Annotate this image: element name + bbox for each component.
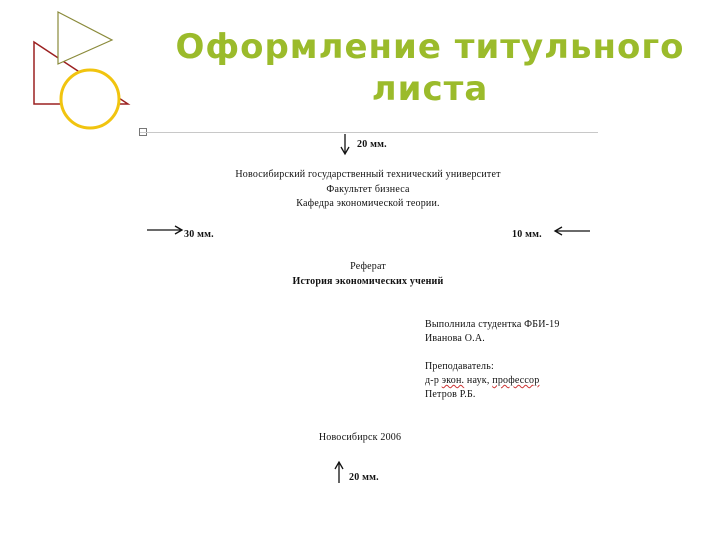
teacher-name: Петров Р.Б.: [425, 389, 476, 400]
teacher-degree-word1: экон.: [441, 375, 465, 386]
teacher-degree: [425, 375, 539, 386]
teacher-degree-mid: наук,: [464, 375, 493, 386]
decorative-shapes: [0, 0, 170, 140]
margin-left-label: 30 мм.: [184, 229, 214, 240]
university-name: Новосибирский государственный технический университет: [235, 169, 501, 180]
arrow-right-left: [555, 227, 590, 235]
teacher-label: Преподаватель:: [425, 361, 494, 372]
department-name: Кафедра экономической теории.: [296, 198, 440, 209]
decor-yellow-triangle: [58, 12, 112, 64]
student-line-1: Выполнила студентка ФБИ-19: [425, 319, 560, 330]
slide-title: [150, 26, 710, 110]
document-type: Реферат: [350, 261, 386, 272]
page-top-rule: [140, 132, 598, 133]
teacher-degree-prefix: д-р: [425, 375, 442, 386]
city-year: Новосибирск 2006: [318, 432, 402, 443]
teacher-degree-word2: профессор: [492, 375, 540, 386]
margin-top-label: 20 мм.: [357, 139, 387, 150]
arrow-top-down: [341, 134, 349, 154]
decor-yellow-circle: [61, 70, 119, 128]
arrow-left-right: [147, 226, 182, 234]
slide-title-line1: Оформление титульного: [175, 27, 685, 67]
document-topic: История экономических учений: [292, 276, 444, 287]
student-line-2: Иванова О.А.: [425, 333, 485, 344]
faculty-name: Факультет бизнеса: [326, 184, 410, 195]
arrow-bottom-up: [335, 462, 343, 483]
margin-bottom-label: 20 мм.: [349, 472, 379, 483]
margin-right-label: 10 мм.: [512, 229, 542, 240]
slide-title-line2: листа: [371, 69, 489, 109]
